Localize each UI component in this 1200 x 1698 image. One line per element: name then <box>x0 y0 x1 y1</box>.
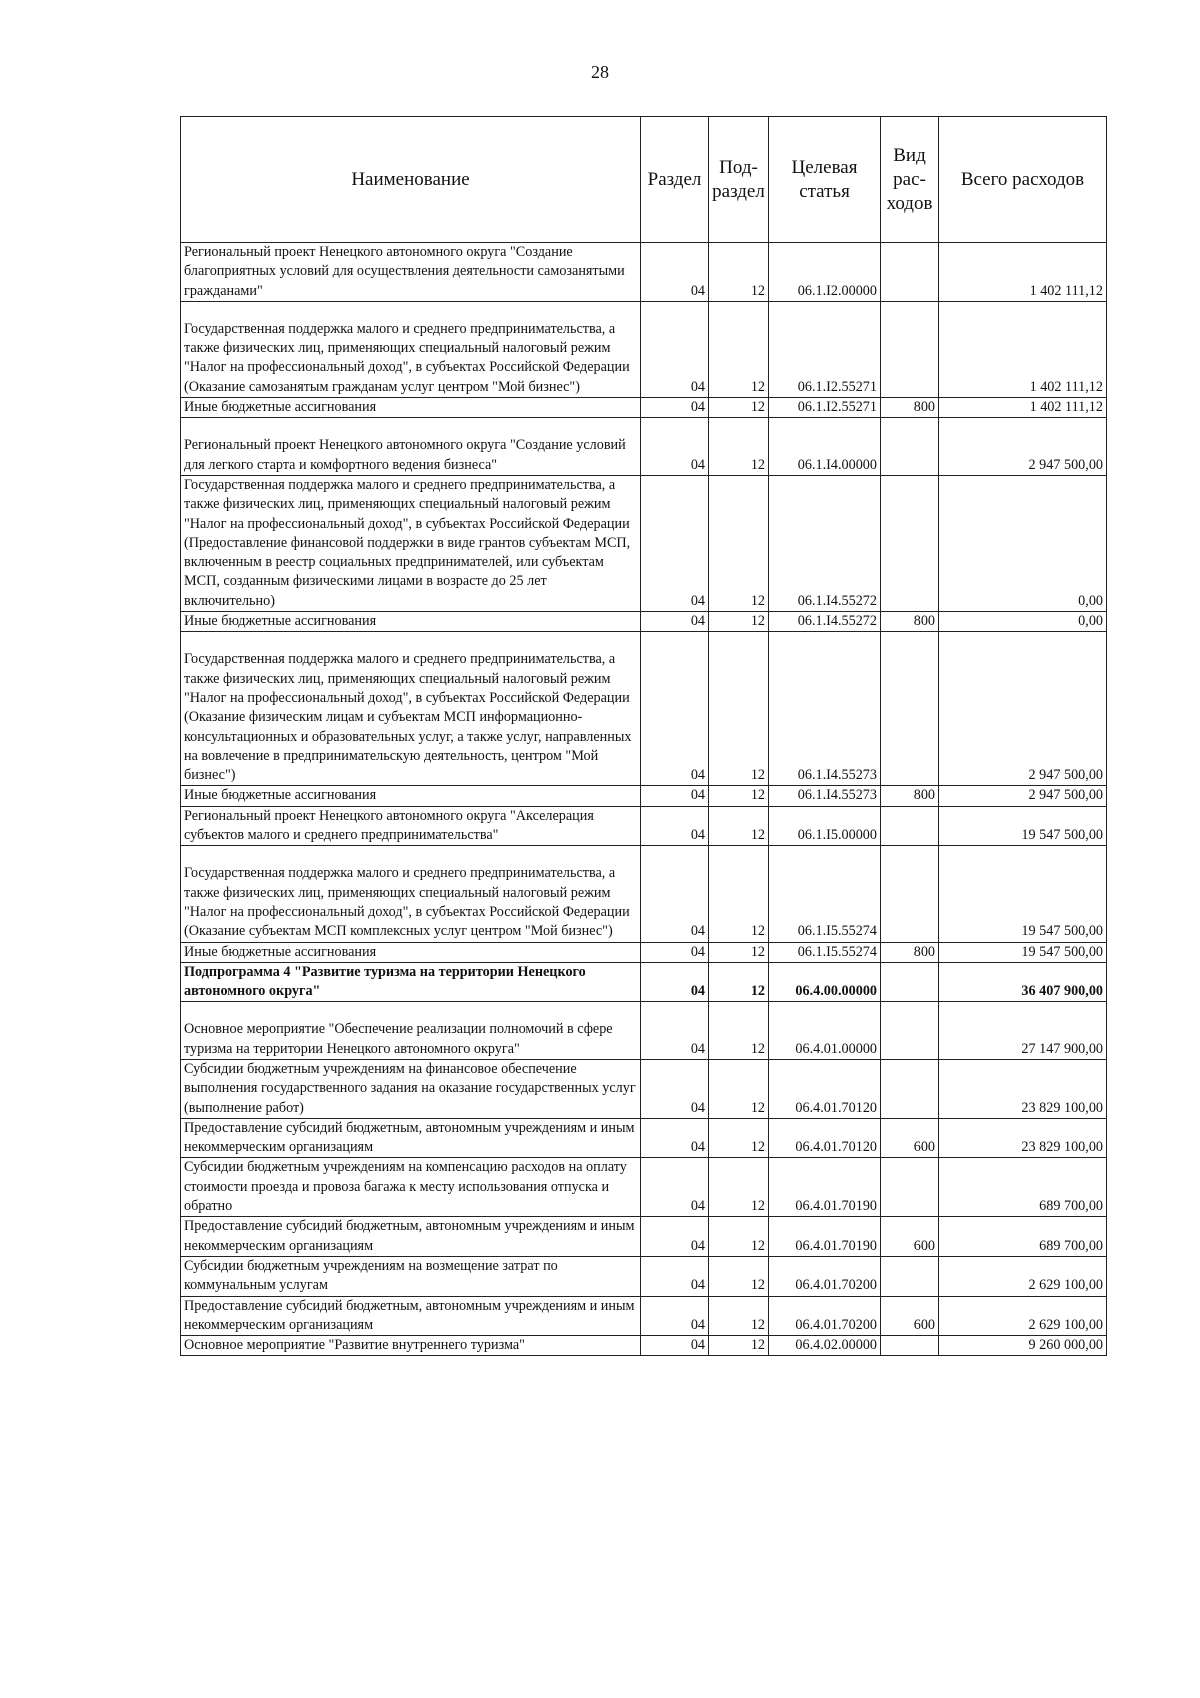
cell-razdel: 04 <box>641 1059 709 1118</box>
cell-vid: 800 <box>881 786 939 806</box>
cell-name: Субсидии бюджетным учреждениям на финансовое обеспечение выполнения государственного задания на оказание государственных услуг (выполнение работ) <box>181 1059 641 1118</box>
cell-name: Государственная поддержка малого и среднего предпринимательства, а также физических лиц, применяющих специальный налоговый режим "Налог на профессиональный доход", в субъектах Российской Федерации (Оказание физическим лицам и субъектам МСП информационно-консультационных и образовательных услуг, а также услуг, направленных на вовлечение в предпринимательскую деятельность, центром "Мой бизнес") <box>181 632 641 786</box>
cell-razdel: 04 <box>641 475 709 611</box>
cell-total: 9 260 000,00 <box>939 1336 1107 1356</box>
cell-total: 1 402 111,12 <box>939 398 1107 418</box>
cell-podrazdel: 12 <box>709 786 769 806</box>
cell-razdel: 04 <box>641 1118 709 1158</box>
cell-vid <box>881 1002 939 1060</box>
cell-razdel: 04 <box>641 612 709 632</box>
cell-podrazdel: 12 <box>709 301 769 397</box>
cell-podrazdel: 12 <box>709 1217 769 1257</box>
cell-razdel: 04 <box>641 806 709 846</box>
cell-podrazdel: 12 <box>709 942 769 962</box>
cell-total: 23 829 100,00 <box>939 1118 1107 1158</box>
table-row <box>181 1217 1107 1257</box>
cell-name: Субсидии бюджетным учреждениям на возмещение затрат по коммунальным услугам <box>181 1256 641 1296</box>
cell-vid: 800 <box>881 942 939 962</box>
cell-vid <box>881 418 939 476</box>
header-tselevaya-label: Целевая статья <box>791 156 858 202</box>
cell-vid: 800 <box>881 398 939 418</box>
cell-podrazdel: 12 <box>709 475 769 611</box>
table-row <box>181 1158 1107 1217</box>
cell-vid <box>881 806 939 846</box>
cell-razdel: 04 <box>641 942 709 962</box>
table-row <box>181 786 1107 806</box>
cell-vid: 600 <box>881 1217 939 1257</box>
cell-podrazdel: 12 <box>709 632 769 786</box>
cell-total: 2 947 500,00 <box>939 418 1107 476</box>
cell-total: 0,00 <box>939 612 1107 632</box>
cell-total: 1 402 111,12 <box>939 243 1107 302</box>
cell-vid <box>881 1158 939 1217</box>
cell-vid <box>881 962 939 1002</box>
cell-total: 19 547 500,00 <box>939 942 1107 962</box>
cell-tselevaya: 06.4.01.70190 <box>769 1158 881 1217</box>
cell-tselevaya: 06.4.01.70200 <box>769 1256 881 1296</box>
cell-vid <box>881 243 939 302</box>
table-row <box>181 942 1107 962</box>
budget-table <box>180 116 1107 1356</box>
cell-tselevaya: 06.1.I2.55271 <box>769 301 881 397</box>
table-row <box>181 632 1107 786</box>
cell-total: 689 700,00 <box>939 1158 1107 1217</box>
cell-podrazdel: 12 <box>709 1059 769 1118</box>
cell-total: 2 629 100,00 <box>939 1296 1107 1336</box>
cell-vid <box>881 1336 939 1356</box>
cell-tselevaya: 06.1.I2.00000 <box>769 243 881 302</box>
table-row <box>181 301 1107 397</box>
cell-tselevaya: 06.4.01.70120 <box>769 1059 881 1118</box>
cell-name: Региональный проект Ненецкого автономного округа "Создание условий для легкого старта и комфортного ведения бизнеса" <box>181 418 641 476</box>
cell-podrazdel: 12 <box>709 1256 769 1296</box>
table-row <box>181 1336 1107 1356</box>
header-name <box>181 117 641 243</box>
header-razdel-label: Раздел <box>647 168 702 190</box>
cell-total: 23 829 100,00 <box>939 1059 1107 1118</box>
cell-vid <box>881 632 939 786</box>
cell-total: 689 700,00 <box>939 1217 1107 1257</box>
cell-razdel: 04 <box>641 962 709 1002</box>
cell-podrazdel: 12 <box>709 1002 769 1060</box>
header-row <box>181 117 1107 243</box>
table-row <box>181 418 1107 476</box>
table-row <box>181 1256 1107 1296</box>
cell-razdel: 04 <box>641 1217 709 1257</box>
table-row <box>181 1059 1107 1118</box>
cell-tselevaya: 06.1.I5.55274 <box>769 846 881 942</box>
cell-name: Подпрограмма 4 "Развитие туризма на территории Ненецкого автономного округа" <box>181 962 641 1002</box>
cell-name: Иные бюджетные ассигнования <box>181 786 641 806</box>
cell-razdel: 04 <box>641 398 709 418</box>
cell-podrazdel: 12 <box>709 398 769 418</box>
cell-razdel: 04 <box>641 1256 709 1296</box>
cell-tselevaya: 06.1.I4.00000 <box>769 418 881 476</box>
table-row <box>181 398 1107 418</box>
table-row <box>181 1118 1107 1158</box>
header-vid <box>881 117 939 243</box>
cell-total: 19 547 500,00 <box>939 846 1107 942</box>
cell-podrazdel: 12 <box>709 418 769 476</box>
cell-tselevaya: 06.4.00.00000 <box>769 962 881 1002</box>
cell-name: Иные бюджетные ассигнования <box>181 398 641 418</box>
cell-podrazdel: 12 <box>709 1296 769 1336</box>
cell-total: 2 947 500,00 <box>939 632 1107 786</box>
table-row <box>181 1002 1107 1060</box>
cell-vid <box>881 846 939 942</box>
cell-name: Предоставление субсидий бюджетным, автономным учреждениям и иным некоммерческим организациям <box>181 1217 641 1257</box>
cell-tselevaya: 06.1.I5.55274 <box>769 942 881 962</box>
cell-tselevaya: 06.1.I4.55273 <box>769 786 881 806</box>
cell-tselevaya: 06.4.02.00000 <box>769 1336 881 1356</box>
cell-name: Региональный проект Ненецкого автономного округа "Создание благоприятных условий для осуществления деятельности самозанятыми гражданами" <box>181 243 641 302</box>
cell-podrazdel: 12 <box>709 962 769 1002</box>
cell-razdel: 04 <box>641 418 709 476</box>
table-row <box>181 806 1107 846</box>
cell-podrazdel: 12 <box>709 806 769 846</box>
header-vid-label: Вид рас- ходов <box>886 144 933 214</box>
cell-total: 2 629 100,00 <box>939 1256 1107 1296</box>
cell-name: Предоставление субсидий бюджетным, автономным учреждениям и иным некоммерческим организациям <box>181 1296 641 1336</box>
table-row <box>181 962 1107 1002</box>
header-razdel <box>641 117 709 243</box>
cell-tselevaya: 06.1.I4.55272 <box>769 475 881 611</box>
cell-podrazdel: 12 <box>709 846 769 942</box>
cell-razdel: 04 <box>641 846 709 942</box>
table-row <box>181 612 1107 632</box>
cell-total: 36 407 900,00 <box>939 962 1107 1002</box>
cell-total: 19 547 500,00 <box>939 806 1107 846</box>
cell-razdel: 04 <box>641 1002 709 1060</box>
table-row <box>181 243 1107 302</box>
table-row <box>181 475 1107 611</box>
table-body <box>181 243 1107 1356</box>
cell-vid <box>881 1256 939 1296</box>
cell-podrazdel: 12 <box>709 612 769 632</box>
cell-vid: 800 <box>881 612 939 632</box>
cell-tselevaya: 06.1.I5.00000 <box>769 806 881 846</box>
cell-name: Субсидии бюджетным учреждениям на компенсацию расходов на оплату стоимости проезда и провоза багажа к месту использования отпуска и обратно <box>181 1158 641 1217</box>
cell-name: Предоставление субсидий бюджетным, автономным учреждениям и иным некоммерческим организациям <box>181 1118 641 1158</box>
cell-total: 27 147 900,00 <box>939 1002 1107 1060</box>
cell-razdel: 04 <box>641 301 709 397</box>
cell-podrazdel: 12 <box>709 243 769 302</box>
cell-vid <box>881 1059 939 1118</box>
header-name-label: Наименование <box>351 168 470 190</box>
cell-name: Государственная поддержка малого и среднего предпринимательства, а также физических лиц, применяющих специальный налоговый режим "Налог на профессиональный доход", в субъектах Российской Федерации (Оказание самозанятым гражданам услуг центром "Мой бизнес") <box>181 301 641 397</box>
cell-total: 1 402 111,12 <box>939 301 1107 397</box>
cell-tselevaya: 06.1.I2.55271 <box>769 398 881 418</box>
cell-tselevaya: 06.4.01.00000 <box>769 1002 881 1060</box>
cell-tselevaya: 06.4.01.70200 <box>769 1296 881 1336</box>
cell-razdel: 04 <box>641 1158 709 1217</box>
cell-name: Государственная поддержка малого и среднего предпринимательства, а также физических лиц, применяющих специальный налоговый режим "Налог на профессиональный доход", в субъектах Российской Федерации (Оказание субъектам МСП комплексных услуг центром "Мой бизнес") <box>181 846 641 942</box>
cell-total: 2 947 500,00 <box>939 786 1107 806</box>
cell-razdel: 04 <box>641 632 709 786</box>
cell-name: Региональный проект Ненецкого автономного округа "Акселерация субъектов малого и среднего предпринимательства" <box>181 806 641 846</box>
cell-vid: 600 <box>881 1118 939 1158</box>
cell-name: Государственная поддержка малого и среднего предпринимательства, а также физических лиц, применяющих специальный налоговый режим "Налог на профессиональный доход", в субъектах Российской Федерации (Предоставление финансовой поддержки в виде грантов субъектам МСП, включенным в реестр социальных предпринимателей, или субъектам МСП, созданным физическими лицами в возрасте до 25 лет включительно) <box>181 475 641 611</box>
cell-razdel: 04 <box>641 1336 709 1356</box>
cell-name: Иные бюджетные ассигнования <box>181 942 641 962</box>
header-total-label: Всего расходов <box>960 168 1085 190</box>
cell-name: Основное мероприятие "Развитие внутреннего туризма" <box>181 1336 641 1356</box>
cell-tselevaya: 06.4.01.70120 <box>769 1118 881 1158</box>
cell-name: Иные бюджетные ассигнования <box>181 612 641 632</box>
cell-razdel: 04 <box>641 243 709 302</box>
table-row <box>181 1296 1107 1336</box>
cell-tselevaya: 06.1.I4.55272 <box>769 612 881 632</box>
cell-vid <box>881 475 939 611</box>
header-podrazdel-label: Под- раздел <box>712 156 765 202</box>
header-tselevaya <box>769 117 881 243</box>
cell-podrazdel: 12 <box>709 1336 769 1356</box>
cell-tselevaya: 06.4.01.70190 <box>769 1217 881 1257</box>
cell-name: Основное мероприятие "Обеспечение реализации полномочий в сфере туризма на территории Ненецкого автономного округа" <box>181 1002 641 1060</box>
table-row <box>181 846 1107 942</box>
header-podrazdel <box>709 117 769 243</box>
cell-vid <box>881 301 939 397</box>
cell-podrazdel: 12 <box>709 1118 769 1158</box>
cell-vid: 600 <box>881 1296 939 1336</box>
cell-razdel: 04 <box>641 1296 709 1336</box>
cell-podrazdel: 12 <box>709 1158 769 1217</box>
cell-razdel: 04 <box>641 786 709 806</box>
cell-total: 0,00 <box>939 475 1107 611</box>
cell-tselevaya: 06.1.I4.55273 <box>769 632 881 786</box>
header-total <box>939 117 1107 243</box>
page-number: 28 <box>591 62 609 82</box>
